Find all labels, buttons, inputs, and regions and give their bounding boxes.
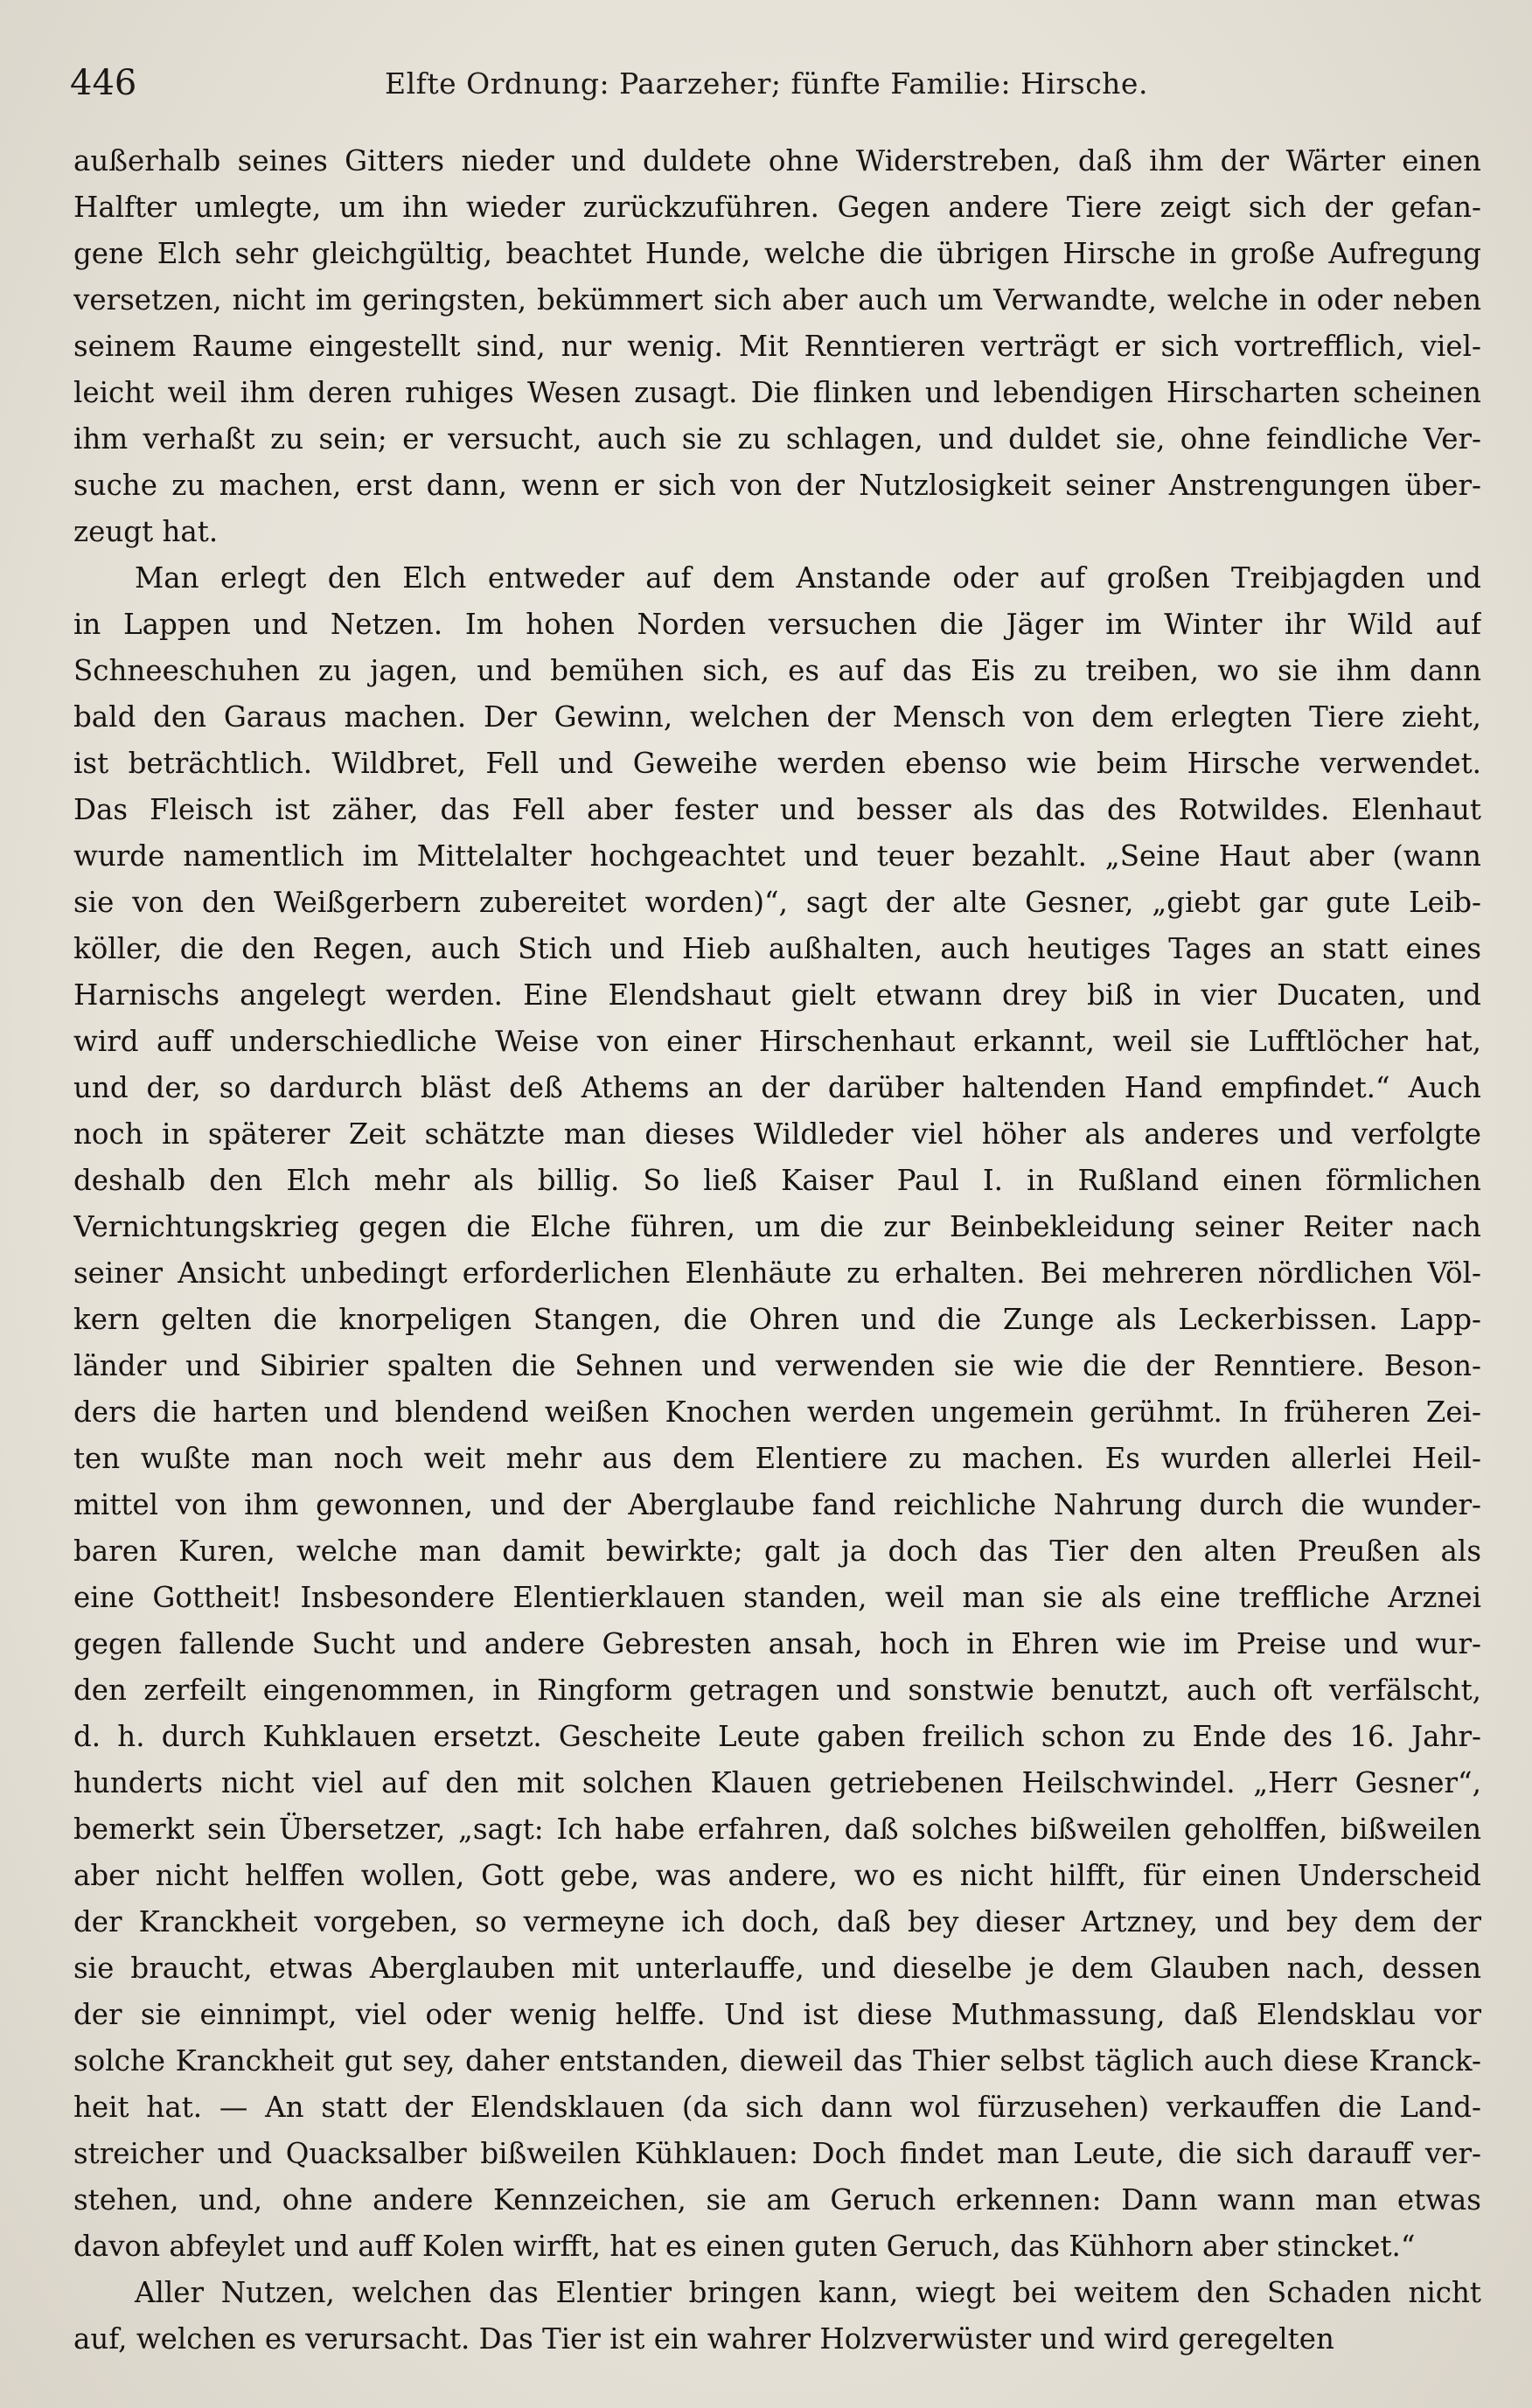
text-line: noch in späterer Zeit schätzte man dieses Wildleder viel höher als anderes und verfolgte (73, 1117, 1481, 1151)
text-line: Schneeschuhen zu jagen, und bemühen sich, es auf das Eis zu treiben, wo sie ihm dann (73, 654, 1481, 687)
page-number: 446 (70, 63, 137, 103)
text-line: den zerfeilt eingenommen, in Ringform getragen und sonstwie benutzt, auch oft verfälscht, (73, 1674, 1481, 1707)
text-line: Man erlegt den Elch entweder auf dem Anstande oder auf großen Treibjagden und (135, 561, 1481, 595)
text-line: bald den Garaus machen. Der Gewinn, welchen der Mensch von dem erlegten Tiere zieht, (73, 700, 1481, 734)
text-line: baren Kuren, welche man damit bewirkte; galt ja doch das Tier den alten Preußen als (73, 1535, 1481, 1568)
paragraph (73, 2270, 1481, 2363)
text-line: streicher und Quacksalber bißweilen Kühklauen: Doch findet man Leute, die sich darauff ver- (73, 2137, 1481, 2170)
text-line: und der, so dardurch bläst deß Athems an der darüber haltenden Hand empfindet.“ Auch (73, 1071, 1481, 1104)
text-line: ihm verhaßt zu sein; er versucht, auch sie zu schlagen, und duldet sie, ohne feindliche Ver- (73, 422, 1481, 456)
text-line: der sie einnimpt, viel oder wenig helffe. Und ist diese Muthmassung, daß Elendsklau vor (73, 1998, 1481, 2031)
text-line: sie braucht, etwas Aberglauben mit unterlauffe, und dieselbe je dem Glauben nach, dessen (73, 1952, 1481, 1985)
text-line: gegen fallende Sucht und andere Gebresten ansah, hoch in Ehren wie im Preise und wur- (73, 1627, 1481, 1660)
text-line: aber nicht helffen wollen, Gott gebe, was andere, wo es nicht hilfft, für einen Underscheid (73, 1859, 1481, 1892)
text-line: solche Kranckheit gut sey, daher entstanden, dieweil das Thier selbst täglich auch diese Kranck- (73, 2044, 1481, 2077)
text-line: d. h. durch Kuhklauen ersetzt. Gescheite Leute gaben freilich schon zu Ende des 16. Jahr- (73, 1720, 1481, 1753)
body-text (73, 138, 1481, 2363)
text-line: auf, welchen es verursacht. Das Tier ist ein wahrer Holzverwüster und wird geregelten (73, 2322, 1334, 2356)
paragraph (73, 555, 1481, 2270)
text-line: ist beträchtlich. Wildbret, Fell und Geweihe werden ebenso wie beim Hirsche verwendet. (73, 747, 1481, 780)
text-line: wird auff underschiedliche Weise von einer Hirschenhaut erkannt, weil sie Lufftlöcher hat, (73, 1025, 1481, 1058)
text-line: der Kranckheit vorgeben, so vermeyne ich doch, daß bey dieser Artzney, und bey dem der (73, 1905, 1481, 1938)
paragraph (73, 138, 1481, 555)
text-line: leicht weil ihm deren ruhiges Wesen zusagt. Die flinken und lebendigen Hirscharten scheinen (73, 376, 1481, 409)
text-line: wurde namentlich im Mittelalter hochgeachtet und teuer bezahlt. „Seine Haut aber (wann (73, 839, 1481, 873)
text-line: hunderts nicht viel auf den mit solchen Klauen getriebenen Heilschwindel. „Herr Gesner“, (73, 1766, 1481, 1799)
text-line: mittel von ihm gewonnen, und der Aberglaube fand reichliche Nahrung durch die wunder- (73, 1488, 1481, 1521)
text-line: Aller Nutzen, welchen das Elentier bringen kann, wiegt bei weitem den Schaden nicht (135, 2276, 1481, 2309)
text-line: länder und Sibirier spalten die Sehnen und verwenden sie wie die der Renntiere. Beson- (73, 1349, 1481, 1382)
text-line: Vernichtungskrieg gegen die Elche führen, um die zur Beinbekleidung seiner Reiter nach (73, 1210, 1481, 1243)
text-line: kern gelten die knorpeligen Stangen, die Ohren und die Zunge als Leckerbissen. Lapp- (73, 1303, 1481, 1336)
text-line: außerhalb seines Gitters nieder und duldete ohne Widerstreben, daß ihm der Wärter einen (73, 144, 1481, 177)
text-line: in Lappen und Netzen. Im hohen Norden versuchen die Jäger im Winter ihr Wild auf (73, 608, 1481, 641)
running-title: Elfte Ordnung: Paarzeher; fünfte Familie: Hirsche. (385, 66, 1148, 101)
text-line: eine Gottheit! Insbesondere Elentierklauen standen, weil man sie als eine treffliche Arznei (73, 1581, 1481, 1614)
text-line: ders die harten und blendend weißen Knochen werden ungemein gerühmt. In früheren Zei- (73, 1395, 1481, 1429)
text-line: stehen, und, ohne andere Kennzeichen, sie am Geruch erkennen: Dann wann man etwas (73, 2183, 1481, 2217)
text-line: Harnischs angelegt werden. Eine Elendshaut gielt etwann drey biß in vier Ducaten, und (73, 978, 1481, 1012)
text-line: sie von den Weißgerbern zubereitet worden)“, sagt der alte Gesner, „giebt gar gute Leib- (73, 886, 1481, 919)
text-line: ten wußte man noch weit mehr aus dem Elentiere zu machen. Es wurden allerlei Heil- (73, 1442, 1481, 1475)
text-line: heit hat. — An statt der Elendsklauen (da sich dann wol fürzusehen) verkauffen die Land- (73, 2091, 1481, 2124)
text-line: suche zu machen, erst dann, wenn er sich von der Nutzlosigkeit seiner Anstrengungen über- (73, 469, 1481, 502)
text-line: bemerkt sein Übersetzer, „sagt: Ich habe erfahren, daß solches bißweilen geholffen, bißweilen (73, 1813, 1481, 1846)
text-line: zeugt hat. (73, 515, 219, 548)
text-line: seinem Raume eingestellt sind, nur wenig. Mit Renntieren verträgt er sich vortrefflich, viel- (73, 330, 1481, 363)
text-line: Halfter umlegte, um ihn wieder zurückzuführen. Gegen andere Tiere zeigt sich der gefan- (73, 191, 1481, 224)
text-line: deshalb den Elch mehr als billig. So ließ Kaiser Paul I. in Rußland einen förmlichen (73, 1164, 1481, 1197)
text-line: seiner Ansicht unbedingt erforderlichen Elenhäute zu erhalten. Bei mehreren nördlichen Völ- (73, 1256, 1481, 1290)
text-line: davon abfeylet und auff Kolen wirfft, hat es einen guten Geruch, das Kühhorn aber stincket.“ (73, 2230, 1416, 2263)
text-line: Das Fleisch ist zäher, das Fell aber fester und besser als das des Rotwildes. Elenhaut (73, 793, 1481, 826)
text-line: gene Elch sehr gleichgültig, beachtet Hunde, welche die übrigen Hirsche in große Aufregung (73, 237, 1481, 270)
text-line: köller, die den Regen, auch Stich und Hieb außhalten, auch heutiges Tages an statt eines (73, 932, 1481, 965)
text-line: versetzen, nicht im geringsten, bekümmert sich aber auch um Verwandte, welche in oder neben (73, 283, 1481, 317)
